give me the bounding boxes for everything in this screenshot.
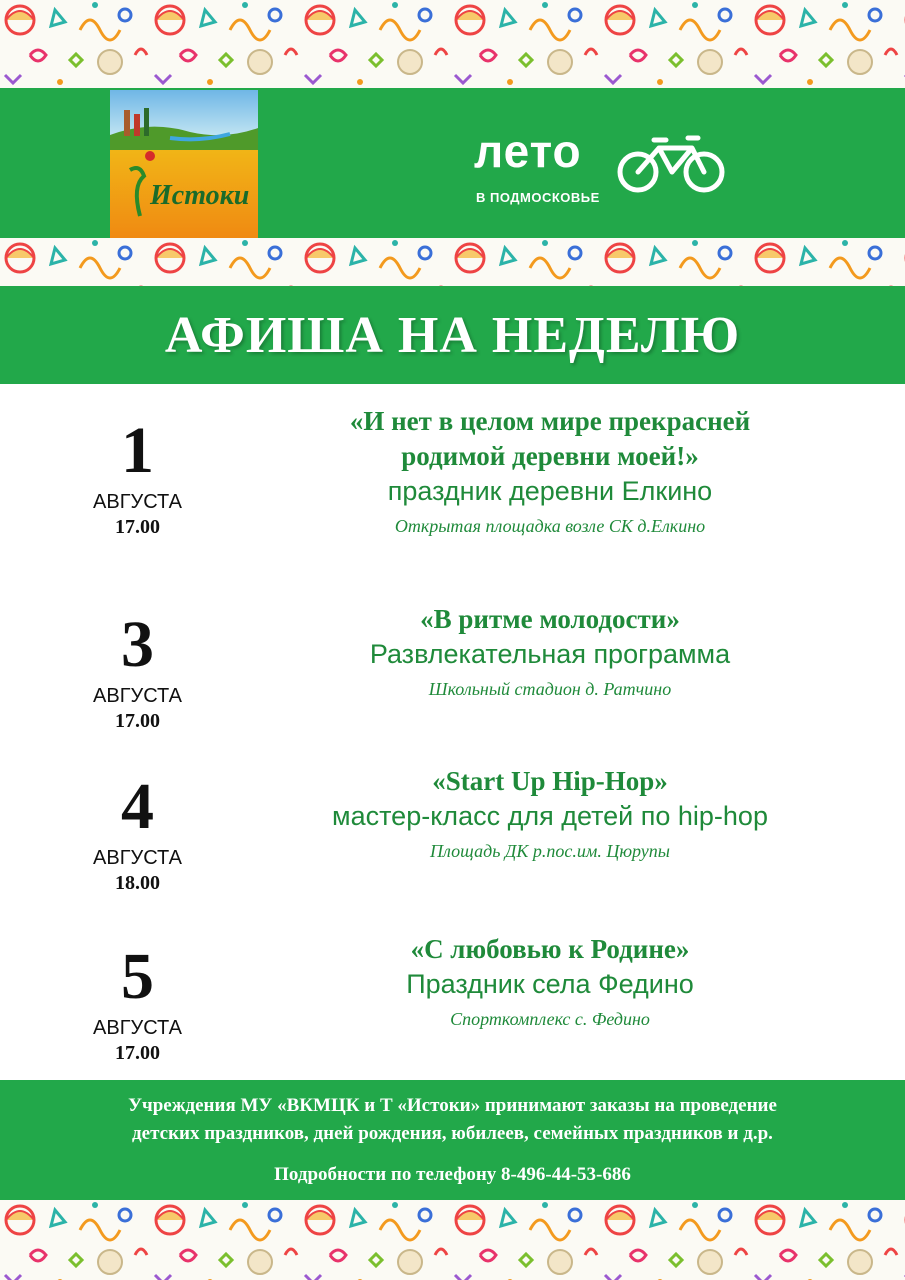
- leto-logo-word: лето: [474, 125, 582, 177]
- event-day: 5: [121, 940, 154, 1013]
- event-month: АВГУСТА: [93, 847, 182, 869]
- event-date: [60, 940, 215, 1066]
- event-place: Открытая площадка возле СК д.Елкино: [394, 516, 706, 537]
- decorative-pattern-bottom: [0, 1200, 905, 1280]
- event-subtitle: мастер-класс для детей по hip-hop: [332, 801, 768, 832]
- event-title: «И нет в целом мире прекрасней: [349, 406, 751, 436]
- footer-text-line2: детских праздников, дней рождения, юбилеев, семейных праздников и д.р.: [132, 1122, 773, 1144]
- event-date: [60, 770, 215, 896]
- footer-phone: Подробности по телефону 8-496-44-53-686: [274, 1164, 631, 1186]
- event-date: [60, 414, 215, 540]
- event-list: [0, 384, 905, 1080]
- event-place: Площадь ДК р.пос.им. Цюрупы: [430, 841, 670, 862]
- event-month: АВГУСТА: [93, 685, 182, 707]
- page-title: АФИША НА НЕДЕЛЮ: [164, 306, 741, 364]
- event-info: [200, 602, 900, 702]
- event-title: «С любовью к Родине»: [410, 934, 690, 964]
- istoki-logo-text: Истоки: [150, 180, 250, 211]
- event-time: 17.00: [115, 516, 160, 538]
- event-time: 17.00: [115, 710, 160, 732]
- event-day: 3: [121, 608, 154, 681]
- event-subtitle: Развлекательная программа: [369, 639, 731, 670]
- event-title: «Start Up Hip-Hop»: [432, 766, 668, 796]
- footer-text-line1: Учреждения МУ «ВКМЦК и Т «Истоки» принимают заказы на проведение: [128, 1095, 777, 1116]
- decorative-pattern-top: [0, 0, 905, 88]
- bicycle-icon: [614, 134, 729, 194]
- event-day: 1: [121, 414, 154, 487]
- event-place: Школьный стадион д. Ратчино: [428, 679, 672, 700]
- event-time: 18.00: [115, 872, 160, 894]
- event-month: АВГУСТА: [93, 1017, 182, 1039]
- event-place: Спорткомплекс с. Федино: [450, 1009, 650, 1030]
- event-info: [200, 404, 900, 539]
- event-info: [200, 932, 900, 1032]
- event-time: 17.00: [115, 1042, 160, 1064]
- leto-logo: [474, 125, 734, 218]
- event-day: 4: [121, 770, 154, 843]
- decorative-pattern-middle: [0, 238, 905, 286]
- event-info: [200, 764, 900, 864]
- event-title: «В ритме молодости»: [420, 604, 680, 634]
- leto-logo-subtitle: В ПОДМОСКОВЬЕ: [476, 190, 600, 205]
- footer-band: [0, 1080, 905, 1200]
- istoki-logo: [110, 90, 258, 238]
- event-date: [60, 608, 215, 734]
- event-title-line2: родимой деревни моей!»: [401, 441, 699, 472]
- title-band: [0, 286, 905, 384]
- event-month: АВГУСТА: [93, 491, 182, 513]
- event-subtitle: Праздник села Федино: [406, 969, 694, 1000]
- event-subtitle: праздник деревни Елкино: [387, 476, 713, 507]
